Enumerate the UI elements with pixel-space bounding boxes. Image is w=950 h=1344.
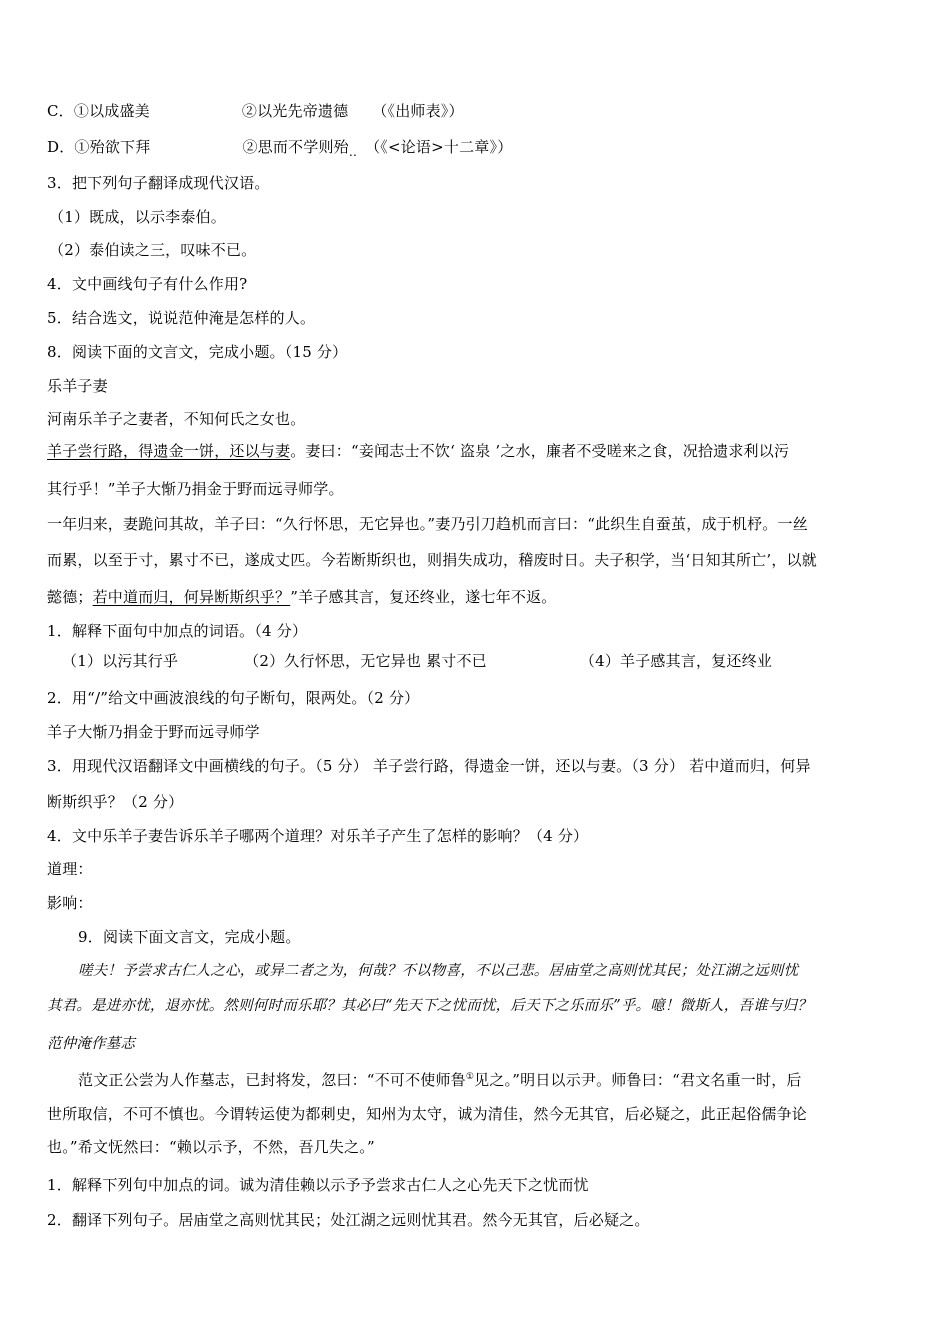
- passage-line: [78, 1067, 802, 1090]
- question-1-items: [62, 651, 772, 671]
- passage-text: ”羊子感其言，复还终业，遂七年不返。: [290, 588, 557, 606]
- question-4-reasons: 4．文中乐羊子妻告诉乐羊子哪两个道理？对乐羊子产生了怎样的影响？（4 分）: [47, 827, 589, 845]
- question-2: 2．用“/”给文中画波浪线的句子断句，限两处。（2 分）: [47, 689, 420, 707]
- question-3-sentence-1: （1）既成，以示李泰伯。: [49, 208, 226, 226]
- underlined-sentence: 羊子尝行路，得遗金一饼，还以与妻: [47, 442, 291, 460]
- option-d: [47, 137, 512, 158]
- excerpt-line: 其君。是进亦忧，退亦忧。然则何时而乐耶？其必曰“先天下之忧而忧，后天下之乐而乐”乎。噫！微斯人，吾谁与归？: [47, 998, 812, 1014]
- passage-text: 见之。”明日以示尹。师鲁曰：“君文名重一时，后: [474, 1071, 802, 1089]
- option-c-source: （《出师表》）: [372, 102, 464, 120]
- passage-line: 其行乎！”羊子大惭乃捐金于野而远寻师学。: [47, 480, 344, 498]
- option-c-item-2: ②以光先帝遗德: [241, 102, 349, 120]
- passage-line: 河南乐羊子之妻者，不知何氏之女也。: [47, 410, 306, 428]
- question-2-translate: 2．翻译下列句子。居庙堂之高则忧其民；处江湖之远则忧其君。然今无其官，后必疑之。: [47, 1211, 650, 1229]
- section-8-heading: 8．阅读下面的文言文，完成小题。（15 分）: [47, 343, 348, 361]
- emphasis-dots: ‥: [348, 145, 358, 159]
- question-1-item: （2）久行怀思，无它异也 累寸不已: [244, 652, 487, 670]
- passage-text: 懿德；: [47, 588, 93, 606]
- passage-title: 乐羊子妻: [47, 377, 108, 395]
- excerpt-line: 嗟夫！予尝求古仁人之心，或异二者之为，何哉？不以物喜，不以己悲。居庙堂之高则忧其民；处江湖之远则忧: [78, 963, 799, 979]
- option-d-item-2: ②思而不学则殆: [242, 138, 349, 156]
- question-3-translate: 3．用现代汉语翻译文中画横线的句子。（5 分） 羊子尝行路，得遗金一饼，还以与妻。（3 分） 若中道而归，何异: [47, 757, 811, 775]
- question-1-item: （1）以污其行乎: [62, 652, 179, 670]
- question-3: 3．把下列句子翻译成现代汉语。: [47, 174, 270, 192]
- option-c: [47, 101, 464, 121]
- underlined-sentence: 若中道而归，何异断斯织乎？: [92, 588, 291, 606]
- passage-line: 一年归来，妻跪问其故，羊子曰：“久行怀思，无它异也。”妻乃引刀趋机而言曰：“此织生自蚕茧，成于机杼。一丝: [47, 515, 808, 533]
- question-2-sentence: 羊子大惭乃捐金于野而远寻师学: [47, 723, 260, 741]
- question-5: 5．结合选文，说说范仲淹是怎样的人。: [47, 309, 316, 327]
- question-1-item: （4）羊子感其言，复还终业: [579, 652, 773, 670]
- section-9-heading: 9．阅读下面文言文，完成小题。: [78, 928, 301, 946]
- passage-title: 范仲淹作墓志: [47, 1036, 136, 1052]
- question-4: 4．文中画线句子有什么作用?: [47, 275, 248, 293]
- answer-label-reason: 道理：: [47, 860, 93, 878]
- passage-line: 而累，以至于寸，累寸不已，遂成丈匹。今若断斯织也，则捐失成功，稽废时日。夫子积学，当‘日知其所亡’，以就: [47, 551, 817, 569]
- question-3-sentence-2: （2）泰伯读之三，叹味不已。: [49, 241, 257, 259]
- passage-text: 范文正公尝为人作墓志，已封将发，忽曰：“不可不使师鲁: [78, 1071, 466, 1089]
- question-1-explain: 1．解释下列句中加点的词。诚为清佳赖以示予予尝求古仁人之心先天下之忧而忧: [47, 1176, 589, 1194]
- passage-line: 世所取信，不可不慎也。今谓转运使为都刺史，知州为太守，诚为清佳，然今无其官，后必疑之，此正起俗儒争论: [47, 1105, 808, 1123]
- question-1: 1．解释下面句中加点的词语。（4 分）: [47, 622, 308, 640]
- option-d-source: （《<论语>十二章》）: [365, 138, 513, 156]
- option-d-item-1: D．①殆欲下拜: [47, 138, 151, 156]
- answer-label-effect: 影响：: [47, 894, 93, 912]
- question-3-translate-cont: 断斯织乎？（2 分）: [47, 793, 184, 811]
- passage-line: [47, 441, 789, 461]
- footnote-marker: ①: [465, 1072, 475, 1082]
- option-c-item-1: C．①以成盛美: [47, 102, 150, 120]
- passage-line: 也。”希文怃然曰：“赖以示予，不然，吾几失之。”: [47, 1138, 375, 1156]
- passage-text: 。妻曰：“妾闻志士不饮‘ 盗泉 ’之水，廉者不受嗟来之食，况拾遗求利以污: [290, 442, 790, 460]
- passage-line: [47, 587, 557, 607]
